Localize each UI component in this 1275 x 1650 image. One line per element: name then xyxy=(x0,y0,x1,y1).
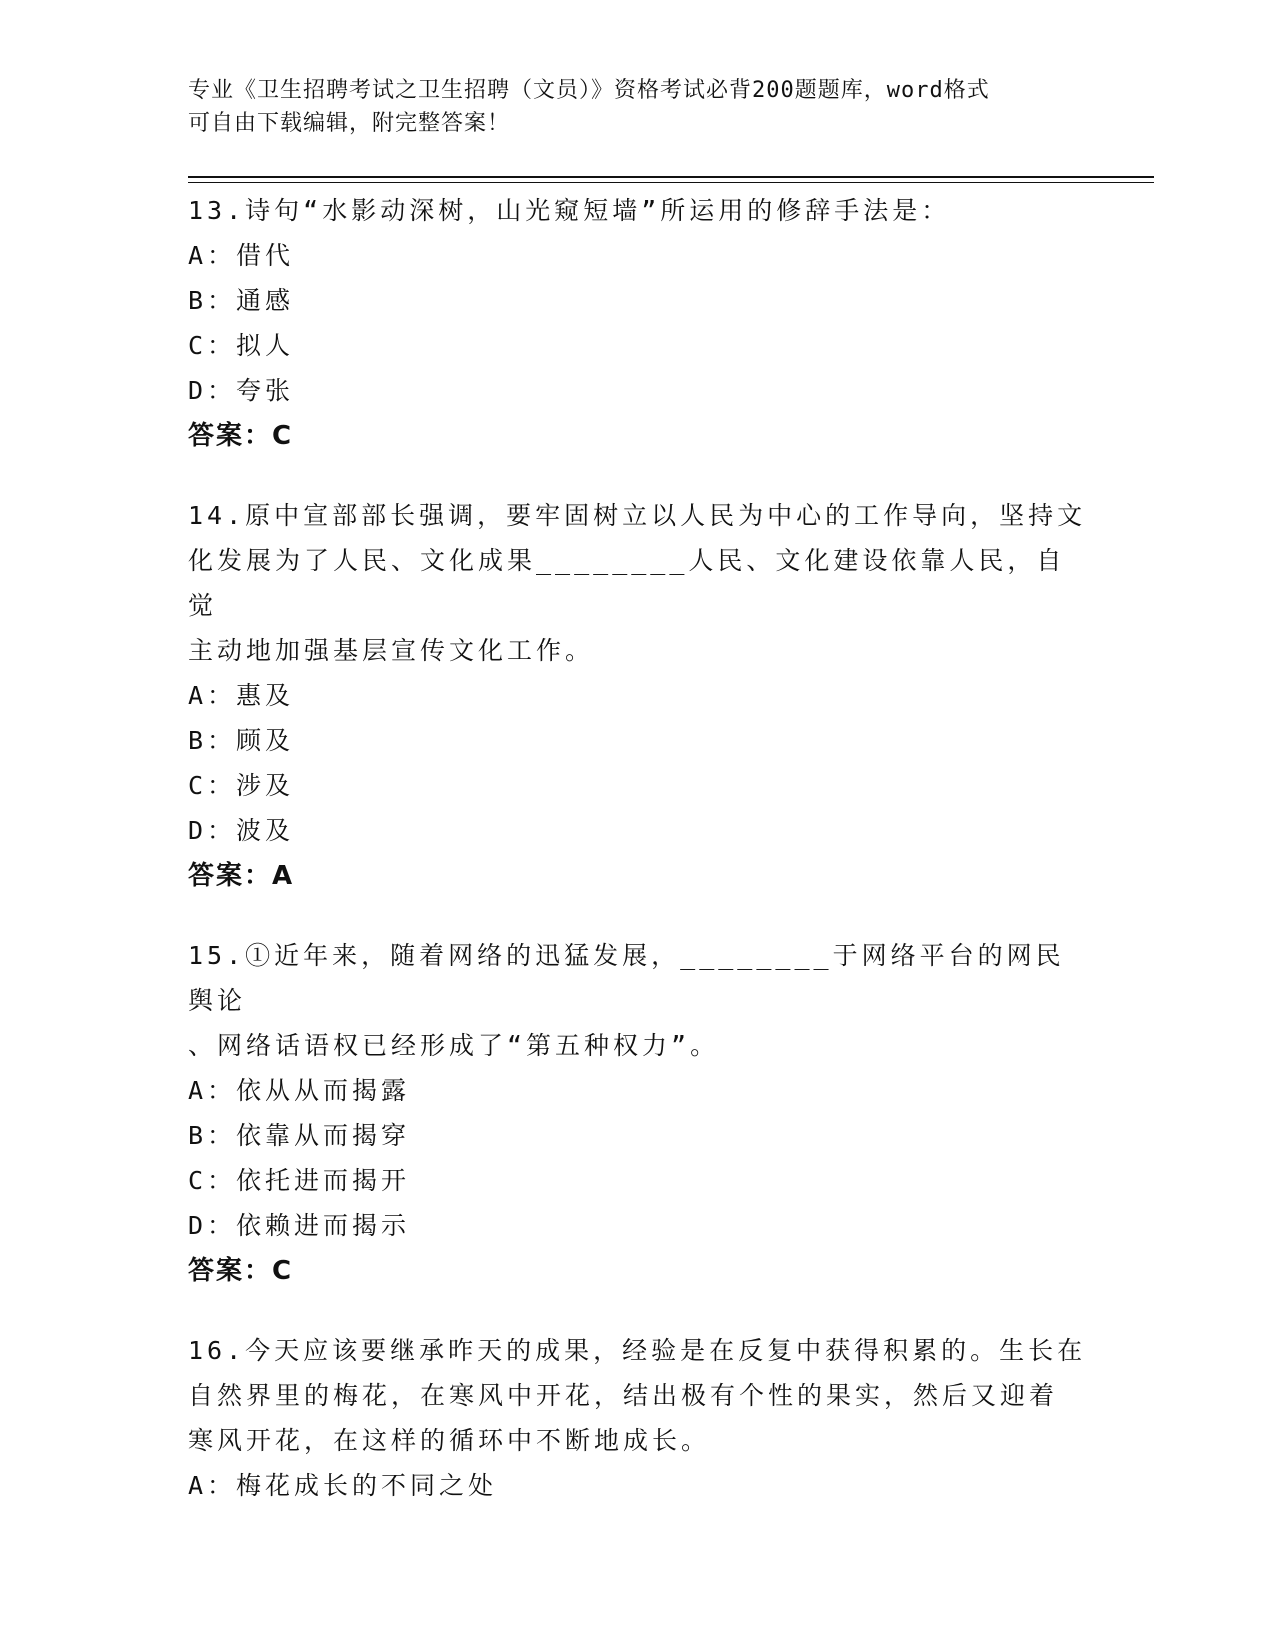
question-stem-line: 14.原中宣部部长强调，要牢固树立以人民为中心的工作导向，坚持文 xyxy=(188,501,1087,530)
option-a: A：借代 xyxy=(188,241,295,270)
question-13 xyxy=(188,188,1088,459)
option-d: D：波及 xyxy=(188,816,295,845)
option-a: A：依从从而揭露 xyxy=(188,1076,411,1105)
question-stem-line: 自然界里的梅花，在寒风中开花，结出极有个性的果实，然后又迎着 xyxy=(188,1381,1059,1410)
question-stem-line: 、网络话语权已经形成了“第五种权力”。 xyxy=(188,1031,720,1060)
header-divider-thick xyxy=(188,176,1154,178)
option-b: B：依靠从而揭穿 xyxy=(188,1121,411,1150)
question-stem-line: 15.①近年来，随着网络的迅猛发展，________于网络平台的网民舆论 xyxy=(188,941,1065,1015)
option-b: B：顾及 xyxy=(188,726,295,755)
option-c: C：依托进而揭开 xyxy=(188,1166,411,1195)
question-stem-line: 化发展为了人民、文化成果________人民、文化建设依靠人民，自觉 xyxy=(188,546,1066,620)
question-16 xyxy=(188,1328,1088,1508)
answer-line: 答案：C xyxy=(188,1256,294,1286)
question-stem-line: 13.诗句“水影动深树，山光窥短墙”所运用的修辞手法是： xyxy=(188,196,951,225)
header-line-2: 可自由下载编辑，附完整答案！ xyxy=(188,111,511,136)
option-c: C：拟人 xyxy=(188,331,295,360)
option-a: A：惠及 xyxy=(188,681,295,710)
option-d: D：夸张 xyxy=(188,376,295,405)
header-divider-thin xyxy=(188,182,1154,183)
question-list xyxy=(188,188,1088,1542)
question-15 xyxy=(188,933,1088,1294)
answer-line: 答案：C xyxy=(188,421,294,451)
question-stem-line: 寒风开花，在这样的循环中不断地成长。 xyxy=(188,1426,711,1455)
question-stem-line: 16.今天应该要继承昨天的成果，经验是在反复中获得积累的。生长在 xyxy=(188,1336,1087,1365)
answer-line: 答案：A xyxy=(188,861,295,891)
question-stem-line: 主动地加强基层宣传文化工作。 xyxy=(188,636,595,665)
option-d: D：依赖进而揭示 xyxy=(188,1211,411,1240)
option-c: C：涉及 xyxy=(188,771,295,800)
option-a: A：梅花成长的不同之处 xyxy=(188,1471,498,1500)
option-b: B：通感 xyxy=(188,286,295,315)
question-14 xyxy=(188,493,1088,899)
header-line-1: 专业《卫生招聘考试之卫生招聘（文员）》资格考试必背200题题库，word格式 xyxy=(188,78,990,103)
document-header xyxy=(188,74,1088,140)
